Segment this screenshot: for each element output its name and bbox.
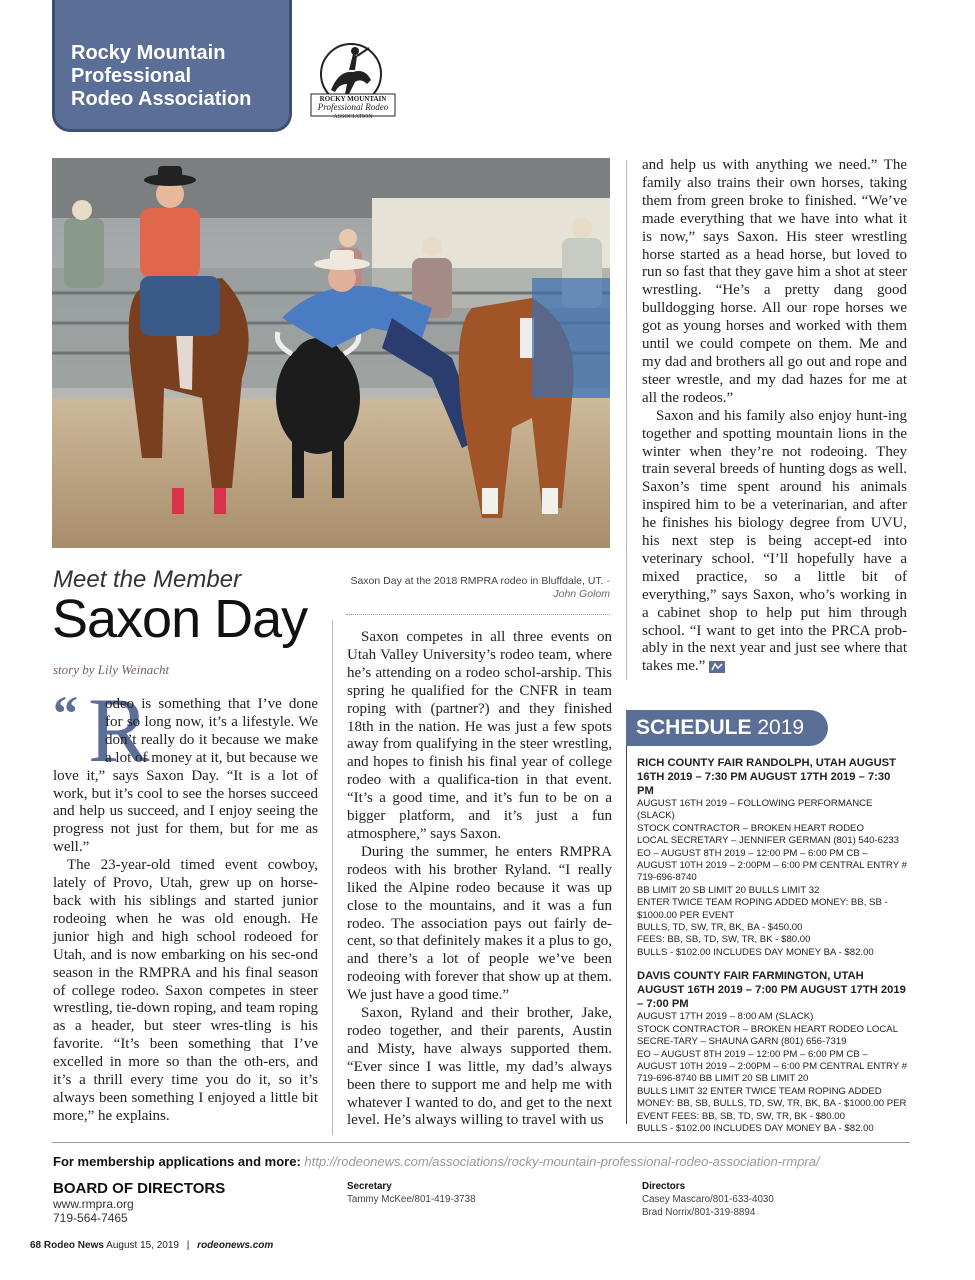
article-paragraph-text: Saxon and his family also enjoy hunt-ing together and spotting mountain lions in the winter when they’re not rodeoing. They train several breeds of hunting dogs as well. Saxon’s time spent around his animals inspired him to be a veterinarian, and after he finishes his biology degree from UVU, his next step is being accept-ed into veterinary school. “I’ll hopefully have a mixed practice, so a little bit of everything,” says Saxon, who’s working in a cabinet shop to help put him through school. “I want to get into the PRCA prob-ably in the next year and just see where that takes me.” <box>642 407 907 675</box>
column-rule <box>332 620 333 1135</box>
board-phone: 719-564-7465 <box>53 1211 128 1225</box>
event-line: ENTER TWICE TEAM ROPING ADDED MONEY: BB, SB - $1000.00 PER EVENT <box>637 897 888 921</box>
caption-divider <box>346 614 610 615</box>
association-name-box <box>52 0 292 132</box>
schedule-event <box>637 756 909 959</box>
event-line: LOCAL SECRETARY – JENNIFER GERMAN (801) 540-6233 <box>637 835 899 847</box>
photo-credit: - John Golom <box>553 575 610 600</box>
event-line: EO – AUGUST 8TH 2019 – 12:00 PM – 6:00 PM CB – AUGUST 10TH 2019 – 2:00PM – 6:00 PM CENTRAL ENTRY # 719-696-8740 <box>637 847 907 884</box>
board-website[interactable]: www.rmpra.org <box>53 1197 134 1211</box>
article-headline: Saxon Day <box>52 589 308 649</box>
event-line: BULLS, TD, SW, TR, BK, BA - $450.00 <box>637 922 803 934</box>
schedule-heading <box>626 710 828 746</box>
rodeo-news-end-mark-icon <box>709 661 725 673</box>
svg-text:ROCKY MOUNTAIN: ROCKY MOUNTAIN <box>319 95 387 103</box>
directors-heading: Directors <box>642 1181 686 1192</box>
article-paragraph: The 23-year-old timed event cowboy, lately of Provo, Utah, grew up on horse-back with his siblings and started junior rodeoing when he was old enough. He junior high and high school rodeoed for Utah, and is now embarking on his sec-ond season in the RMPRA and his final season of college rodeo. Saxon competes in steer wrestling, tie-down roping, and team roping as a header, but steer wres-tling is his favorite. “It’s been something that I’ve excelled in more so than the oth-ers, and it’s a thrill every time you do it, so it’s always been something I enjoyed a little bit more,” he explains. <box>53 857 318 1124</box>
opening-quote-mark: “ <box>53 685 78 741</box>
schedule-event <box>637 969 909 1135</box>
event-line: BULLS LIMIT 32 ENTER TWICE TEAM ROPING ADDED MONEY: BB, SB, BULLS, TD, SW, TR, BK, BA - $1000.00 PER EVENT FEES: BB, SB, TD, SW, TR, BK - $80.00 <box>637 1085 907 1122</box>
schedule-heading-label: SCHEDULE <box>636 716 752 739</box>
event-details <box>637 1011 909 1135</box>
secretary-contact <box>347 1180 476 1206</box>
association-name-line: Professional <box>71 65 192 87</box>
event-line: AUGUST 16TH 2019 – FOLLOWING PERFORMANCE (SLACK) <box>637 798 873 822</box>
article-paragraph: and help us with anything we need.” The family also trains their own horses, taking them from green broke to finished. “We’ve made everything that we have into what it is now,” says Saxon. His steer wrestling horse started as a head horse, but loved to run so fast that they gave him a shot at steer wrestling. “He’s a pretty dang good bulldogging horse. All our rope horses we got as young horses and worked with them until we could compete on them. Me and my dad and brothers all go out and rope and steer wrestle, and my dad hazes for me at all the rodeos.” <box>642 157 907 406</box>
secretary-line: Tammy McKee/801-419-3738 <box>347 1194 476 1205</box>
board-of-directors <box>53 1180 225 1225</box>
page-number: 68 <box>30 1240 42 1251</box>
steer-wrestling-photo <box>52 158 610 548</box>
schedule-heading-year: 2019 <box>757 716 805 739</box>
event-line: AUGUST 17TH 2019 – 8:00 AM (SLACK) <box>637 1011 814 1023</box>
section-kicker: Meet the Member <box>53 566 242 593</box>
event-line: EO – AUGUST 8TH 2019 – 12:00 PM – 6:00 PM CB – AUGUST 10TH 2019 – 2:00PM – 6:00 PM CENTRAL ENTRY # 719-696-8740 BB LIMIT 20 SB LIMIT 20 <box>637 1048 907 1085</box>
bronc-rider-logo-icon <box>305 40 401 126</box>
membership-info <box>53 1154 820 1169</box>
article-paragraph: Saxon competes in all three events on Utah Valley University’s rodeo team, where he’s attending on a rodeo schol-arship. This spring he qualified for the CNFR in team roping with (partner?) and they finished 18th in the nation. He was just a few spots away from qualifying in the steer wrestling, and hopes to finish his final year of college rodeo with a qualifica-tion in that event. “It’s a good time, and it’s fun to be on a bigger platform, and it’s just a fun atmosphere,” says Saxon. <box>347 629 612 842</box>
event-line: BB LIMIT 20 SB LIMIT 20 BULLS LIMIT 32 <box>637 884 820 896</box>
event-line: FEES: BB, SB, TD, SW, TR, BK - $80.00 <box>637 934 811 946</box>
svg-text:ASSOCIATION: ASSOCIATION <box>333 114 373 120</box>
dropcap-spacer <box>53 696 105 766</box>
site-name[interactable]: rodeonews.com <box>197 1240 274 1251</box>
article-paragraph: odeo is something that I’ve done for so long now, it’s a lifestyle. We don’t really do it because we make a lot of money at it, but because we love it,” says Saxon Day. “It is a lot of work, but it’s cool to see the horses succeed and help us succeed, and I enjoy seeing the progress not just for them, but for me as well.” <box>53 696 318 856</box>
membership-link[interactable]: http://rodeonews.com/associations/rocky-mountain-professional-rodeo-association-rmpra/ <box>304 1154 820 1169</box>
caption-text: Saxon Day at the 2018 RMPRA rodeo in Bluffdale, UT. <box>350 575 604 587</box>
director-line: Casey Mascaro/801-633-4030 <box>642 1194 774 1205</box>
page-footer <box>30 1240 273 1251</box>
article-column-1 <box>53 696 318 1126</box>
article-column-3 <box>642 157 907 676</box>
article-paragraph: Saxon, Ryland and their brother, Jake, rodeo together, and their parents, Austin and Misty, have always supported them. “Ever since I was little, my dad’s always been there to support me and help me with whatever I wanted to do, and get to the next level. He’s always willing to travel with us <box>347 1005 612 1129</box>
board-heading: BOARD OF DIRECTORS <box>53 1180 226 1197</box>
column-rule <box>626 160 627 680</box>
event-title: RICH COUNTY FAIR RANDOLPH, UTAH AUGUST 16TH 2019 – 7:30 PM AUGUST 17TH 2019 – 7:30 PM <box>637 757 896 797</box>
drop-cap: R <box>88 679 150 781</box>
directors-contact <box>642 1180 774 1219</box>
event-title: DAVIS COUNTY FAIR FARMINGTON, UTAH AUGUST 16TH 2019 – 7:00 PM AUGUST 17TH 2019 – 7:00 PM <box>637 970 906 1011</box>
byline: story by Lily Weinacht <box>53 662 170 677</box>
schedule-rule <box>626 746 627 1124</box>
svg-text:Professional Rodeo: Professional Rodeo <box>317 102 389 112</box>
event-details <box>637 798 909 959</box>
schedule-list <box>637 756 909 1145</box>
secretary-heading: Secretary <box>347 1181 392 1192</box>
event-line: BULLS - $102.00 INCLUDES DAY MONEY BA - $82.00 <box>637 1122 874 1134</box>
article-paragraph <box>642 408 907 677</box>
magazine-name: Rodeo News <box>43 1240 104 1251</box>
photo-caption <box>346 575 610 601</box>
article-paragraph: During the summer, he enters RMPRA rodeos with his brother Ryland. “I really liked the Alpine rodeo because it was up close to the mountains, and it was a fun rodeo. The association pays out fairly de-cent, so that definitely makes it a plus to go, and there’s a lot of people we’ve been rodeoing with forever that show up at them. We just have a good time.” <box>347 843 612 1004</box>
article-column-2 <box>347 629 612 1130</box>
event-line: STOCK CONTRACTOR – BROKEN HEART RODEO <box>637 822 864 834</box>
event-line: BULLS - $102.00 INCLUDES DAY MONEY BA - $82.00 <box>637 946 874 958</box>
event-line: STOCK CONTRACTOR – BROKEN HEART RODEO LOCAL SECRE-TARY – SHAUNA GARN (801) 656-7319 <box>637 1023 898 1048</box>
association-name-line: Rocky Mountain <box>71 42 226 64</box>
membership-label: For membership applications and more: <box>53 1154 301 1169</box>
footer-separator: | <box>186 1240 190 1251</box>
association-name-line: Rodeo Association <box>71 88 252 110</box>
issue-date: August 15, 2019 <box>106 1240 179 1251</box>
footer-divider <box>52 1142 910 1143</box>
director-line: Brad Norrix/801-319-8894 <box>642 1207 756 1218</box>
